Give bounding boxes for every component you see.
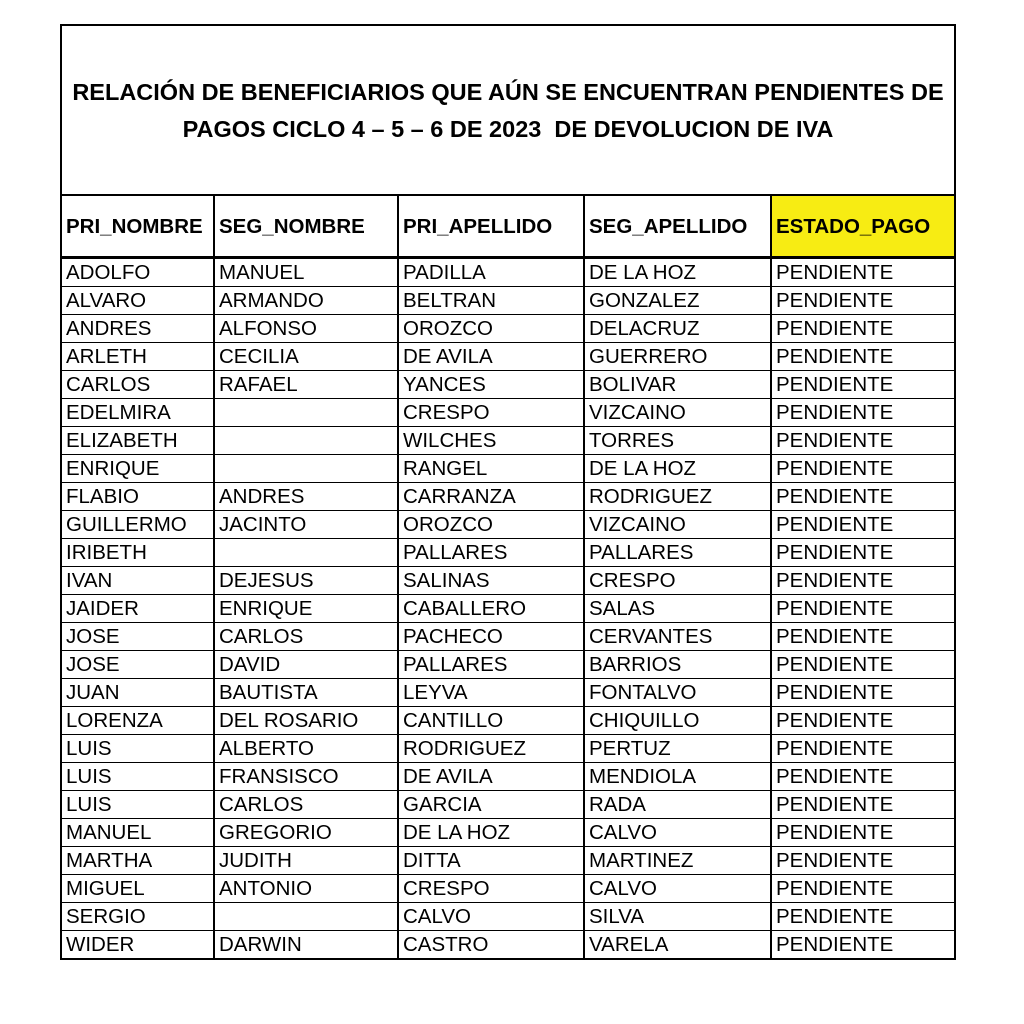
cell-seg-nombre: DARWIN [214, 931, 398, 959]
table-row [62, 258, 954, 287]
document-title-line-2: PAGOS CICLO 4 – 5 – 6 DE 2023 DE DEVOLUCION DE IVA [182, 116, 834, 142]
cell-seg-apellido: PALLARES [584, 539, 771, 567]
cell-pri-nombre: SERGIO [62, 903, 214, 931]
cell-seg-apellido: RADA [584, 791, 771, 819]
cell-pri-apellido: OROZCO [398, 315, 584, 343]
cell-pri-nombre: ALVARO [62, 287, 214, 315]
cell-pri-nombre: JAIDER [62, 595, 214, 623]
cell-estado-pago: PENDIENTE [771, 315, 954, 343]
cell-pri-apellido: RODRIGUEZ [398, 735, 584, 763]
cell-estado-pago: PENDIENTE [771, 679, 954, 707]
cell-pri-nombre: LUIS [62, 791, 214, 819]
cell-seg-apellido: TORRES [584, 427, 771, 455]
cell-pri-nombre: JOSE [62, 651, 214, 679]
cell-pri-nombre: WIDER [62, 931, 214, 959]
cell-seg-nombre: JUDITH [214, 847, 398, 875]
cell-estado-pago: PENDIENTE [771, 455, 954, 483]
cell-seg-apellido: CERVANTES [584, 623, 771, 651]
cell-seg-apellido: VIZCAINO [584, 511, 771, 539]
cell-pri-nombre: ANDRES [62, 315, 214, 343]
cell-estado-pago: PENDIENTE [771, 847, 954, 875]
table-row [62, 763, 954, 791]
cell-seg-nombre: DEL ROSARIO [214, 707, 398, 735]
table-row [62, 903, 954, 931]
cell-seg-nombre [214, 399, 398, 427]
cell-estado-pago: PENDIENTE [771, 791, 954, 819]
cell-pri-apellido: DE LA HOZ [398, 819, 584, 847]
table-row [62, 567, 954, 595]
table-row [62, 791, 954, 819]
cell-seg-apellido: SILVA [584, 903, 771, 931]
cell-seg-nombre: JACINTO [214, 511, 398, 539]
cell-estado-pago: PENDIENTE [776, 933, 894, 956]
cell-pri-apellido: CRESPO [398, 399, 584, 427]
cell-pri-nombre: ARLETH [62, 343, 214, 371]
cell-estado-pago: PENDIENTE [771, 427, 954, 455]
cell-pri-nombre: JOSE [62, 623, 214, 651]
header-pri-apellido: PRI_APELLIDO [398, 195, 584, 258]
cell-pri-nombre: LORENZA [62, 707, 214, 735]
cell-seg-apellido: GUERRERO [584, 343, 771, 371]
table-row [62, 931, 954, 959]
table-row [62, 455, 954, 483]
cell-pri-apellido: BELTRAN [398, 287, 584, 315]
cell-seg-nombre: RAFAEL [214, 371, 398, 399]
table-row [62, 875, 954, 903]
cell-estado-pago: PENDIENTE [771, 483, 954, 511]
cell-seg-apellido: BOLIVAR [584, 371, 771, 399]
cell-seg-nombre: ENRIQUE [214, 595, 398, 623]
header-row [62, 195, 954, 258]
cell-pri-nombre: JUAN [62, 679, 214, 707]
cell-seg-apellido: SALAS [584, 595, 771, 623]
table-row [62, 539, 954, 567]
cell-seg-apellido: DE LA HOZ [584, 455, 771, 483]
cell-seg-apellido: CALVO [584, 875, 771, 903]
cell-estado-pago: PENDIENTE [771, 763, 954, 791]
cell-seg-apellido: FONTALVO [584, 679, 771, 707]
header-seg-apellido: SEG_APELLIDO [584, 195, 771, 258]
cell-pri-nombre: FLABIO [62, 483, 214, 511]
table-row [62, 595, 954, 623]
cell-seg-nombre: CECILIA [214, 343, 398, 371]
cell-seg-nombre: ARMANDO [214, 287, 398, 315]
cell-estado-pago: PENDIENTE [771, 287, 954, 315]
cell-pri-apellido: OROZCO [398, 511, 584, 539]
cell-pri-nombre: LUIS [62, 735, 214, 763]
table-row [62, 735, 954, 763]
cell-seg-nombre: ANDRES [214, 483, 398, 511]
table-row [62, 623, 954, 651]
table-row [62, 651, 954, 679]
table-row [62, 483, 954, 511]
cell-seg-apellido: BARRIOS [584, 651, 771, 679]
cell-pri-apellido: GARCIA [398, 791, 584, 819]
cell-seg-nombre: GREGORIO [214, 819, 398, 847]
cell-seg-nombre: FRANSISCO [214, 763, 398, 791]
table-row [62, 287, 954, 315]
cell-estado-pago: PENDIENTE [771, 707, 954, 735]
table-row [62, 427, 954, 455]
cell-estado-pago: PENDIENTE [771, 399, 954, 427]
cell-pri-nombre: MARTHA [62, 847, 214, 875]
cell-seg-apellido: VARELA [584, 931, 771, 959]
cell-seg-nombre: DEJESUS [214, 567, 398, 595]
cell-seg-nombre: ALFONSO [214, 315, 398, 343]
cell-pri-apellido: YANCES [398, 371, 584, 399]
cell-estado-pago: PENDIENTE [771, 651, 954, 679]
cell-pri-nombre: MIGUEL [62, 875, 214, 903]
cell-seg-nombre: MANUEL [214, 258, 398, 287]
cell-seg-nombre [214, 903, 398, 931]
cell-pri-apellido: DE AVILA [398, 343, 584, 371]
cell-seg-nombre [214, 455, 398, 483]
cell-seg-apellido: CHIQUILLO [584, 707, 771, 735]
cell-estado-pago: PENDIENTE [771, 539, 954, 567]
beneficiaries-table [62, 194, 954, 958]
cell-seg-apellido: PERTUZ [584, 735, 771, 763]
header-pri-nombre: PRI_NOMBRE [62, 195, 214, 258]
cell-pri-nombre: CARLOS [62, 371, 214, 399]
cell-seg-apellido: VIZCAINO [584, 399, 771, 427]
cell-seg-nombre [214, 427, 398, 455]
cell-pri-apellido: CANTILLO [398, 707, 584, 735]
cell-seg-apellido: GONZALEZ [584, 287, 771, 315]
table-body [62, 258, 954, 959]
cell-pri-apellido: CRESPO [398, 875, 584, 903]
cell-pri-nombre: IRIBETH [62, 539, 214, 567]
table-row [62, 679, 954, 707]
cell-seg-apellido: CALVO [584, 819, 771, 847]
cell-pri-apellido: CASTRO [398, 931, 584, 959]
title-block [62, 26, 954, 194]
cell-estado-pago: PENDIENTE [771, 875, 954, 903]
cell-pri-apellido: WILCHES [398, 427, 584, 455]
cell-seg-apellido: DE LA HOZ [584, 258, 771, 287]
cell-estado-pago: PENDIENTE [771, 343, 954, 371]
cell-pri-nombre: ENRIQUE [62, 455, 214, 483]
cell-seg-apellido: MARTINEZ [584, 847, 771, 875]
cell-estado-pago: PENDIENTE [771, 819, 954, 847]
table-row [62, 819, 954, 847]
cell-estado-pago: PENDIENTE [771, 735, 954, 763]
cell-estado-pago: PENDIENTE [771, 371, 954, 399]
cell-pri-nombre: LUIS [62, 763, 214, 791]
cell-estado-pago: PENDIENTE [771, 623, 954, 651]
document-title-line-1: RELACIÓN DE BENEFICIARIOS QUE AÚN SE ENCUENTRAN PENDIENTES DE [72, 79, 944, 105]
cell-seg-nombre: ALBERTO [214, 735, 398, 763]
cell-seg-apellido: DELACRUZ [584, 315, 771, 343]
cell-pri-nombre: ADOLFO [62, 258, 214, 287]
header-estado-pago: ESTADO_PAGO [771, 195, 954, 258]
cell-seg-nombre: CARLOS [214, 623, 398, 651]
cell-seg-nombre: ANTONIO [214, 875, 398, 903]
cell-estado-pago: PENDIENTE [771, 511, 954, 539]
cell-pri-apellido: CARRANZA [398, 483, 584, 511]
cell-seg-nombre [214, 539, 398, 567]
table-header [62, 195, 954, 258]
cell-estado-pago: PENDIENTE [771, 903, 954, 931]
cell-pri-nombre: IVAN [62, 567, 214, 595]
table-row [62, 315, 954, 343]
cell-pri-apellido: DE AVILA [398, 763, 584, 791]
cell-pri-apellido: CALVO [398, 903, 584, 931]
cell-seg-apellido: RODRIGUEZ [584, 483, 771, 511]
table-row [62, 707, 954, 735]
table-row [62, 371, 954, 399]
cell-estado-pago: PENDIENTE [771, 258, 954, 287]
cell-pri-apellido: PALLARES [398, 539, 584, 567]
document-page [60, 24, 956, 960]
cell-pri-apellido: LEYVA [398, 679, 584, 707]
cell-pri-apellido: PALLARES [398, 651, 584, 679]
cell-pri-apellido: PACHECO [398, 623, 584, 651]
cell-pri-nombre: ELIZABETH [62, 427, 214, 455]
cell-seg-nombre: CARLOS [214, 791, 398, 819]
cell-estado-pago: PENDIENTE [771, 595, 954, 623]
table-row [62, 343, 954, 371]
cell-pri-nombre: GUILLERMO [62, 511, 214, 539]
table-row [62, 847, 954, 875]
cell-seg-nombre: BAUTISTA [214, 679, 398, 707]
cell-estado-pago: PENDIENTE [771, 567, 954, 595]
cell-pri-apellido: PADILLA [398, 258, 584, 287]
cell-pri-apellido: SALINAS [398, 567, 584, 595]
cell-pri-apellido: DITTA [398, 847, 584, 875]
cell-seg-apellido: CRESPO [584, 567, 771, 595]
table-row [62, 399, 954, 427]
cell-seg-apellido: MENDIOLA [584, 763, 771, 791]
header-seg-nombre: SEG_NOMBRE [214, 195, 398, 258]
cell-seg-nombre: DAVID [214, 651, 398, 679]
cell-pri-apellido: RANGEL [398, 455, 584, 483]
cell-pri-apellido: CABALLERO [398, 595, 584, 623]
table-row [62, 511, 954, 539]
cell-pri-nombre: MANUEL [62, 819, 214, 847]
cell-pri-nombre: EDELMIRA [62, 399, 214, 427]
